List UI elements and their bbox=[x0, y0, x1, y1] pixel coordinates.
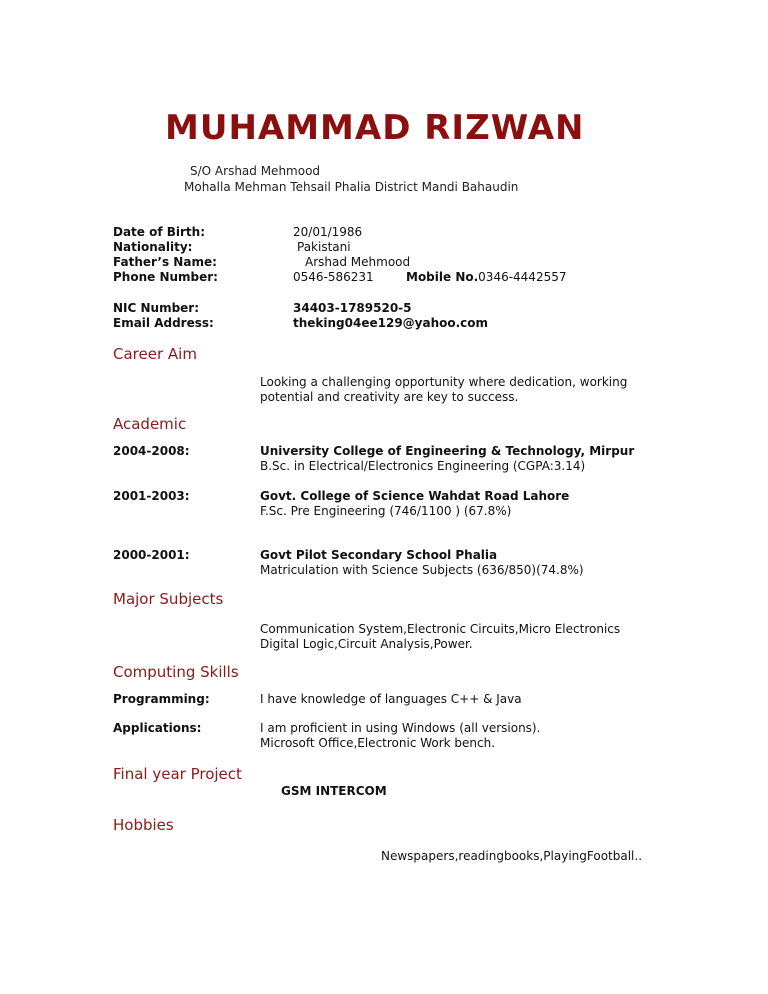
mobile-row bbox=[406, 270, 566, 284]
applications-label: Applications: bbox=[113, 721, 202, 735]
academic-heading: Academic bbox=[113, 415, 187, 433]
dob-label: Date of Birth: bbox=[113, 225, 206, 239]
father-value: Arshad Mehmood bbox=[305, 255, 411, 269]
academic-years-1: 2004-2008: bbox=[113, 444, 190, 458]
academic-school-2: Govt. College of Science Wahdat Road Lahore bbox=[260, 489, 570, 503]
nationality-label: Nationality: bbox=[113, 240, 193, 254]
academic-school-3: Govt Pilot Secondary School Phalia bbox=[260, 548, 498, 562]
applications-line2: Microsoft Office,Electronic Work bench. bbox=[260, 736, 496, 750]
computing-skills-heading: Computing Skills bbox=[113, 663, 239, 681]
nic-label: NIC Number: bbox=[113, 301, 200, 315]
son-of: S/O Arshad Mehmood bbox=[190, 164, 321, 178]
academic-detail-3: Matriculation with Science Subjects (636/850)(74.8%) bbox=[260, 563, 584, 577]
programming-label: Programming: bbox=[113, 692, 210, 706]
career-aim-line2: potential and creativity are key to success. bbox=[260, 390, 519, 404]
major-subjects-line2: Digital Logic,Circuit Analysis,Power. bbox=[260, 637, 473, 651]
career-aim-heading: Career Aim bbox=[113, 345, 197, 363]
dob-value: 20/01/1986 bbox=[293, 225, 363, 239]
nationality-value: Pakistani bbox=[297, 240, 351, 254]
career-aim-line1: Looking a challenging opportunity where dedication, working bbox=[260, 375, 628, 389]
hobbies-heading: Hobbies bbox=[113, 816, 174, 834]
email-label: Email Address: bbox=[113, 316, 214, 330]
major-subjects-heading: Major Subjects bbox=[113, 590, 224, 608]
final-project-title: GSM INTERCOM bbox=[281, 784, 387, 798]
academic-years-2: 2001-2003: bbox=[113, 489, 190, 503]
academic-years-3: 2000-2001: bbox=[113, 548, 190, 562]
academic-detail-1: B.Sc. in Electrical/Electronics Engineering (CGPA:3.14) bbox=[260, 459, 586, 473]
phone-label: Phone Number: bbox=[113, 270, 218, 284]
address: Mohalla Mehman Tehsail Phalia District Mandi Bahaudin bbox=[184, 180, 519, 194]
academic-detail-2: F.Sc. Pre Engineering (746/1100 ) (67.8%) bbox=[260, 504, 512, 518]
final-project-heading: Final year Project bbox=[113, 765, 242, 783]
email-value: theking04ee129@yahoo.com bbox=[293, 316, 489, 330]
phone-value: 0546-586231 bbox=[293, 270, 374, 284]
mobile-label: Mobile No. bbox=[406, 270, 479, 284]
academic-school-1: University College of Engineering & Technology, Mirpur bbox=[260, 444, 635, 458]
candidate-name: MUHAMMAD RIZWAN bbox=[165, 108, 585, 148]
mobile-value: 0346-4442557 bbox=[478, 270, 567, 284]
nic-value: 34403-1789520-5 bbox=[293, 301, 412, 315]
programming-value: I have knowledge of languages C++ & Java bbox=[260, 692, 522, 706]
hobbies-text: Newspapers,readingbooks,PlayingFootball.. bbox=[381, 849, 643, 863]
father-label: Father’s Name: bbox=[113, 255, 217, 269]
applications-line1: I am proficient in using Windows (all versions). bbox=[260, 721, 541, 735]
major-subjects-line1: Communication System,Electronic Circuits,Micro Electronics bbox=[260, 622, 621, 636]
